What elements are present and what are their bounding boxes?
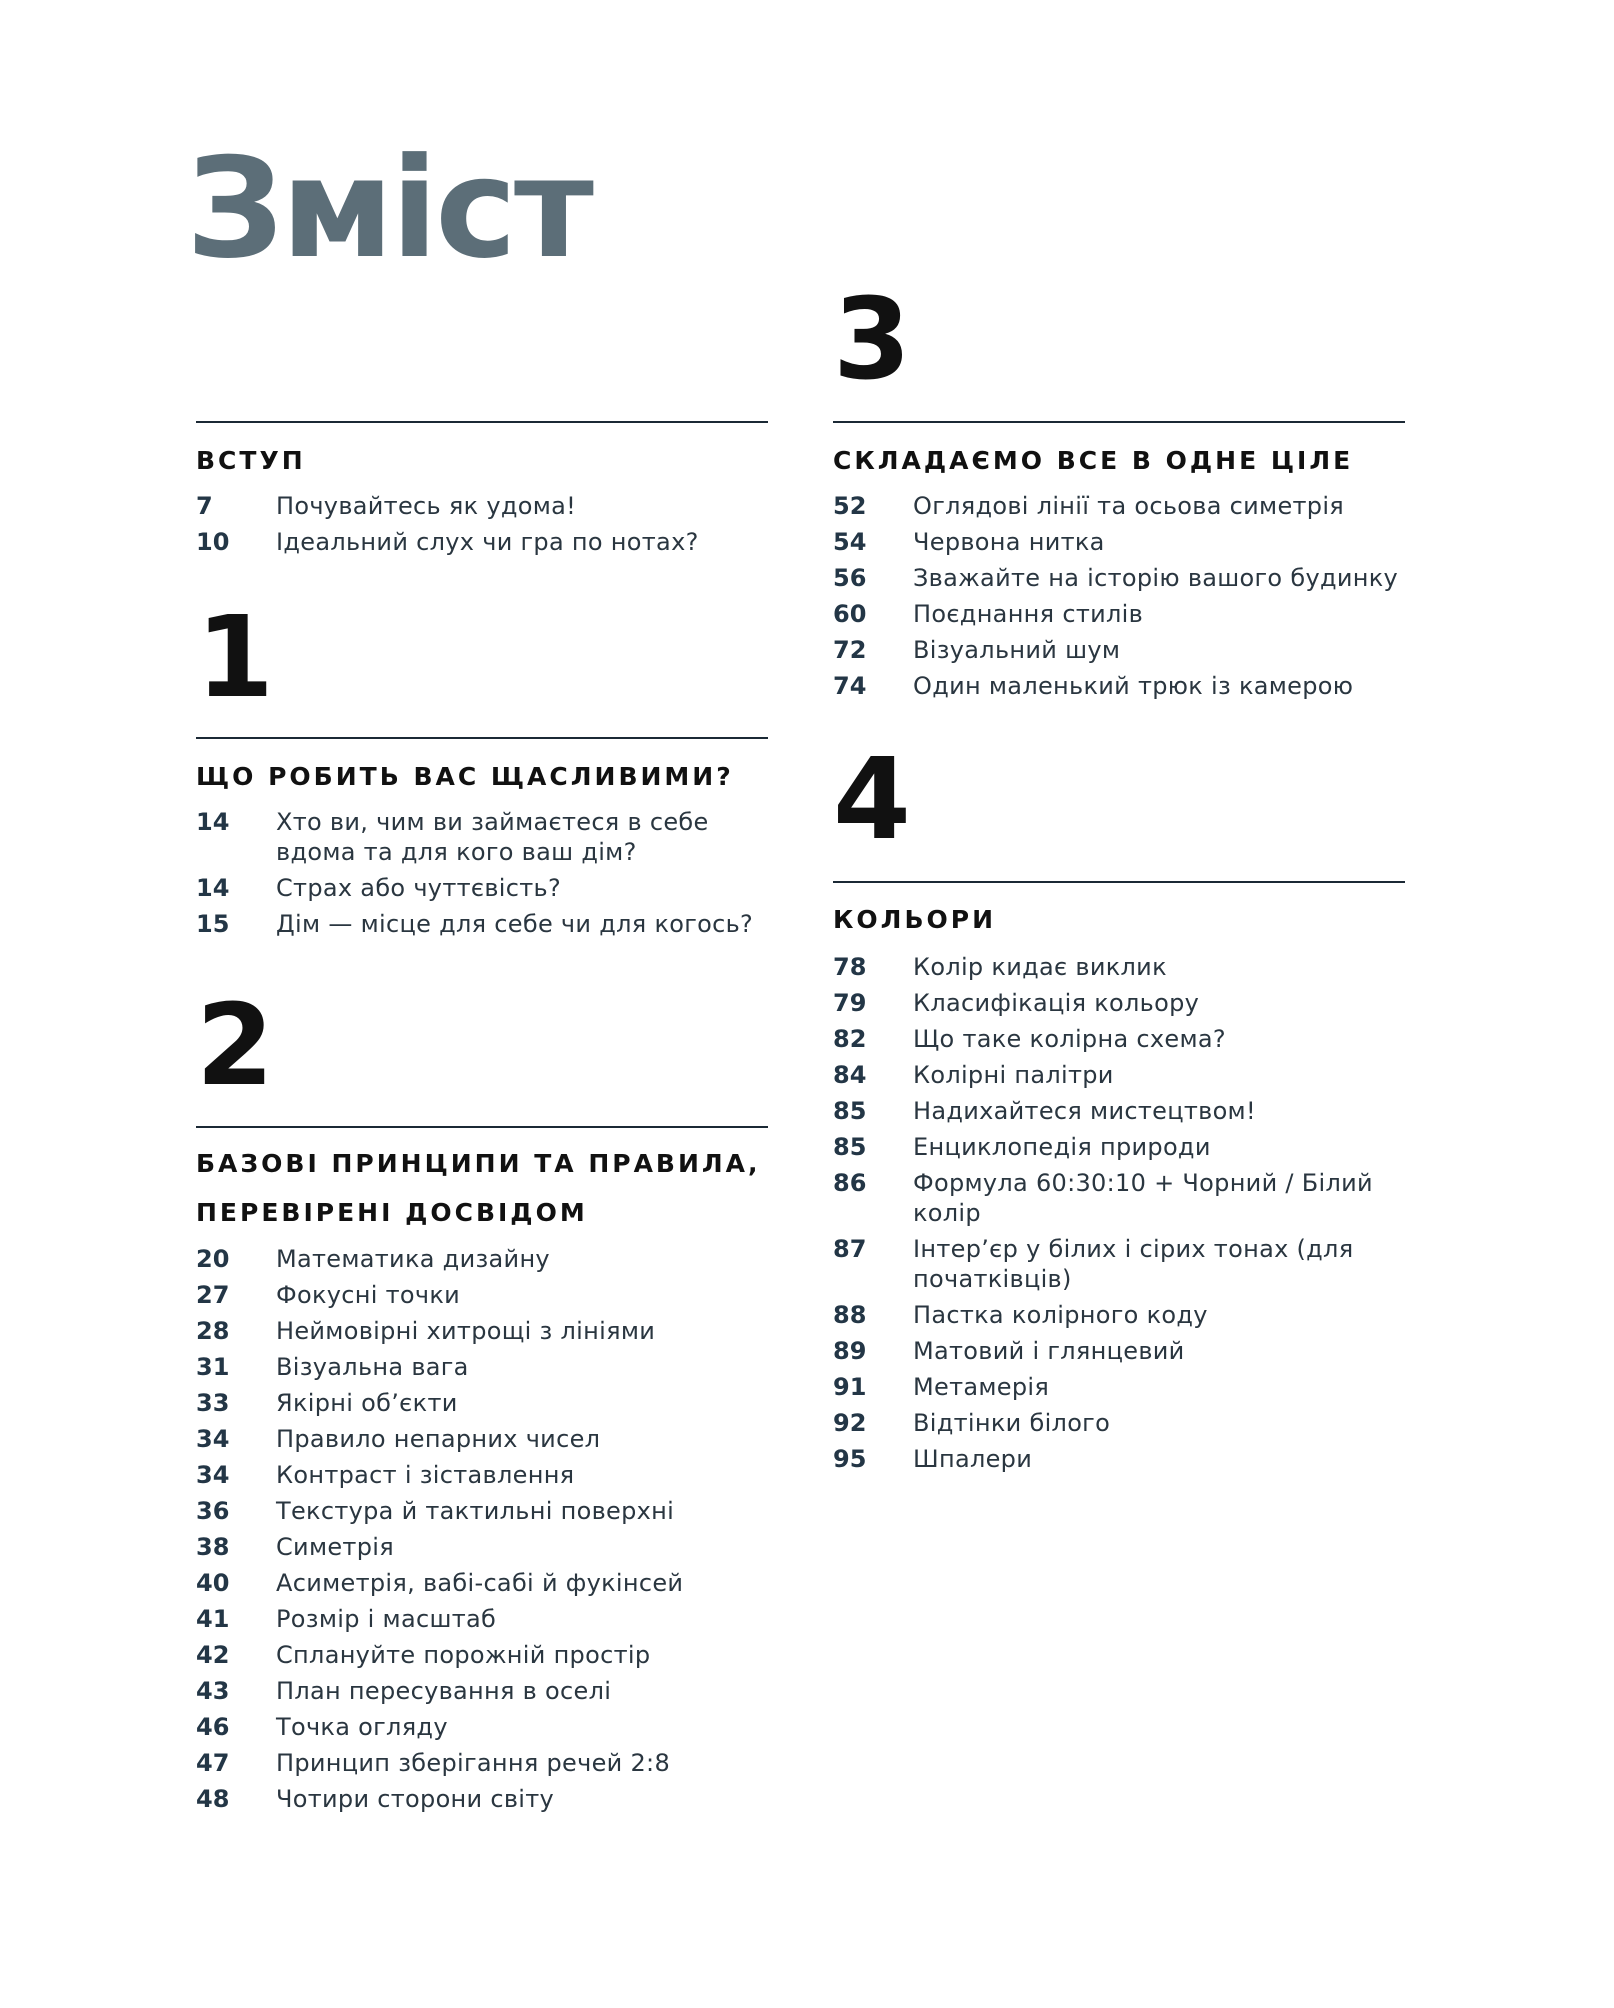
chapter1-entries	[196, 807, 768, 945]
section-title-intro: ВСТУП	[196, 446, 306, 475]
section-divider	[833, 881, 1405, 883]
section-divider	[196, 737, 768, 739]
toc-entry-page: 34	[196, 1425, 230, 1453]
toc-entry-page: 86	[833, 1169, 867, 1197]
toc-entry	[196, 1460, 768, 1490]
toc-entry-page: 88	[833, 1301, 867, 1329]
intro-entries	[196, 491, 768, 563]
toc-entry-page: 14	[196, 874, 230, 902]
toc-entry-page: 56	[833, 564, 867, 592]
toc-entry-page: 33	[196, 1389, 230, 1417]
chapter-number-3: 3	[833, 275, 911, 405]
toc-entry-text: Асиметрія, вабі-сабі й фукінсей	[276, 1569, 684, 1597]
toc-entry	[196, 1604, 768, 1634]
toc-entry	[196, 1424, 768, 1454]
toc-entry-text: Метамерія	[913, 1373, 1050, 1401]
toc-entry-text: Розмір і масштаб	[276, 1605, 497, 1633]
toc-entry-page: 42	[196, 1641, 230, 1669]
toc-entry	[833, 1234, 1405, 1294]
toc-entry-page: 82	[833, 1025, 867, 1053]
toc-entry-page: 31	[196, 1353, 230, 1381]
toc-entry	[196, 1532, 768, 1562]
toc-entry-page: 36	[196, 1497, 230, 1525]
section-title-chapter4: КОЛЬОРИ	[833, 905, 997, 934]
toc-entry-text: Страх або чуттєвість?	[276, 874, 562, 902]
toc-entry-page: 28	[196, 1317, 230, 1345]
toc-entry-text: Дім — місце для себе чи для когось?	[276, 910, 754, 938]
toc-entry	[833, 563, 1405, 593]
toc-entry	[833, 988, 1405, 1018]
toc-entry	[833, 599, 1405, 629]
toc-entry	[196, 807, 768, 867]
toc-entry-text: Текстура й тактильні поверхні	[276, 1497, 675, 1525]
toc-entry-text: Класифікація кольору	[913, 989, 1200, 1017]
toc-entry-page: 89	[833, 1337, 867, 1365]
toc-entry	[196, 1388, 768, 1418]
toc-entry	[833, 1096, 1405, 1126]
toc-entry-page: 14	[196, 808, 230, 836]
chapter3-entries	[833, 491, 1405, 707]
toc-entry-page: 48	[196, 1785, 230, 1813]
toc-entry	[196, 873, 768, 903]
toc-entry-text: Червона нитка	[913, 528, 1105, 556]
toc-entry-page: 85	[833, 1133, 867, 1161]
toc-entry-page: 92	[833, 1409, 867, 1437]
toc-entry	[833, 1444, 1405, 1474]
section-title-chapter2-line1: БАЗОВІ ПРИНЦИПИ ТА ПРАВИЛА,	[196, 1149, 761, 1178]
toc-entry-page: 46	[196, 1713, 230, 1741]
section-title-chapter3: СКЛАДАЄМО ВСЕ В ОДНЕ ЦІЛЕ	[833, 446, 1354, 475]
toc-entry-page: 85	[833, 1097, 867, 1125]
toc-entry-text: Принцип зберігання речей 2:8	[276, 1749, 671, 1777]
toc-entry-text: Пастка колірного коду	[913, 1301, 1208, 1329]
toc-entry-page: 43	[196, 1677, 230, 1705]
toc-entry	[833, 1408, 1405, 1438]
toc-entry	[196, 1748, 768, 1778]
toc-entry-page: 87	[833, 1235, 867, 1263]
toc-entry-text: Відтінки білого	[913, 1409, 1111, 1437]
toc-entry-page: 10	[196, 528, 230, 556]
section-divider	[196, 421, 768, 423]
toc-entry	[833, 671, 1405, 701]
toc-entry-text: Точка огляду	[276, 1713, 448, 1741]
toc-entry-text: Контраст і зіставлення	[276, 1461, 575, 1489]
toc-entry-page: 47	[196, 1749, 230, 1777]
toc-entry-page: 84	[833, 1061, 867, 1089]
toc-entry-page: 7	[196, 492, 213, 520]
toc-entry-text: Енциклопедія природи	[913, 1133, 1211, 1161]
toc-entry-page: 79	[833, 989, 867, 1017]
toc-entry	[196, 1712, 768, 1742]
toc-entry-text: Інтер’єр у білих і сірих тонах (для початківців)	[913, 1235, 1354, 1293]
toc-entry-text: Чотири сторони світу	[276, 1785, 555, 1813]
toc-entry	[833, 1372, 1405, 1402]
toc-entry	[833, 1132, 1405, 1162]
toc-entry-text: Почувайтесь як удома!	[276, 492, 577, 520]
toc-entry	[833, 952, 1405, 982]
toc-entry	[196, 1784, 768, 1814]
toc-entry	[833, 1168, 1405, 1228]
toc-entry-page: 72	[833, 636, 867, 664]
chapter-number-4: 4	[833, 735, 911, 865]
toc-entry	[196, 1568, 768, 1598]
toc-entry-text: Шпалери	[913, 1445, 1033, 1473]
toc-entry-text: Хто ви, чим ви займаєтеся в себе вдома та для кого ваш дім?	[276, 808, 709, 866]
toc-entry-text: Фокусні точки	[276, 1281, 461, 1309]
toc-entry-page: 38	[196, 1533, 230, 1561]
toc-entry	[833, 491, 1405, 521]
toc-entry	[196, 1280, 768, 1310]
toc-entry-text: Матовий і глянцевий	[913, 1337, 1185, 1365]
toc-entry-text: Колір кидає виклик	[913, 953, 1167, 981]
page-title: Зміст	[186, 128, 591, 289]
section-title-chapter2-line2: ПЕРЕВІРЕНІ ДОСВІДОМ	[196, 1198, 588, 1227]
toc-entry-text: Неймовірні хитрощі з лініями	[276, 1317, 656, 1345]
toc-entry-text: Математика дизайну	[276, 1245, 550, 1273]
toc-entry-text: Що таке колірна схема?	[913, 1025, 1226, 1053]
toc-entry-page: 41	[196, 1605, 230, 1633]
toc-entry	[196, 1676, 768, 1706]
toc-entry	[196, 1640, 768, 1670]
section-divider	[196, 1126, 768, 1128]
toc-entry	[196, 909, 768, 939]
toc-entry	[196, 491, 768, 521]
toc-entry-text: Сплануйте порожній простір	[276, 1641, 651, 1669]
chapter4-entries	[833, 952, 1405, 1480]
toc-entry-page: 40	[196, 1569, 230, 1597]
toc-entry	[196, 1244, 768, 1274]
toc-entry-text: Симетрія	[276, 1533, 394, 1561]
toc-entry-page: 34	[196, 1461, 230, 1489]
toc-entry-page: 20	[196, 1245, 230, 1273]
toc-entry-text: Правило непарних чисел	[276, 1425, 601, 1453]
toc-entry-text: План пересування в оселі	[276, 1677, 612, 1705]
toc-entry-text: Візуальна вага	[276, 1353, 469, 1381]
toc-entry-text: Надихайтеся мистецтвом!	[913, 1097, 1256, 1125]
toc-entry-page: 54	[833, 528, 867, 556]
toc-entry	[833, 1336, 1405, 1366]
toc-entry	[833, 1300, 1405, 1330]
toc-entry-text: Колірні палітри	[913, 1061, 1114, 1089]
chapter2-entries	[196, 1244, 768, 1820]
toc-entry	[833, 1024, 1405, 1054]
toc-entry-text: Один маленький трюк із камерою	[913, 672, 1354, 700]
toc-entry-page: 52	[833, 492, 867, 520]
section-divider	[833, 421, 1405, 423]
toc-entry-page: 74	[833, 672, 867, 700]
toc-entry-text: Зважайте на історію вашого будинку	[913, 564, 1399, 592]
toc-entry-text: Формула 60:30:10 + Чорний / Білий колір	[913, 1169, 1373, 1227]
chapter-number-2: 2	[196, 981, 274, 1111]
toc-entry-text: Поєднання стилів	[913, 600, 1144, 628]
toc-entry-page: 78	[833, 953, 867, 981]
toc-entry-page: 27	[196, 1281, 230, 1309]
chapter-number-1: 1	[196, 593, 274, 723]
section-title-chapter1: ЩО РОБИТЬ ВАС ЩАСЛИВИМИ?	[196, 762, 734, 791]
toc-entry	[833, 527, 1405, 557]
toc-entry-text: Ідеальний слух чи гра по нотах?	[276, 528, 699, 556]
toc-entry-text: Оглядові лінії та осьова симетрія	[913, 492, 1345, 520]
toc-entry	[833, 1060, 1405, 1090]
toc-entry-page: 15	[196, 910, 230, 938]
toc-entry	[196, 1496, 768, 1526]
toc-entry	[196, 1352, 768, 1382]
toc-entry-page: 91	[833, 1373, 867, 1401]
toc-entry-page: 60	[833, 600, 867, 628]
toc-entry-text: Якірні об’єкти	[276, 1389, 458, 1417]
toc-entry	[196, 527, 768, 557]
toc-entry	[196, 1316, 768, 1346]
toc-entry	[833, 635, 1405, 665]
toc-entry-page: 95	[833, 1445, 867, 1473]
toc-entry-text: Візуальний шум	[913, 636, 1121, 664]
